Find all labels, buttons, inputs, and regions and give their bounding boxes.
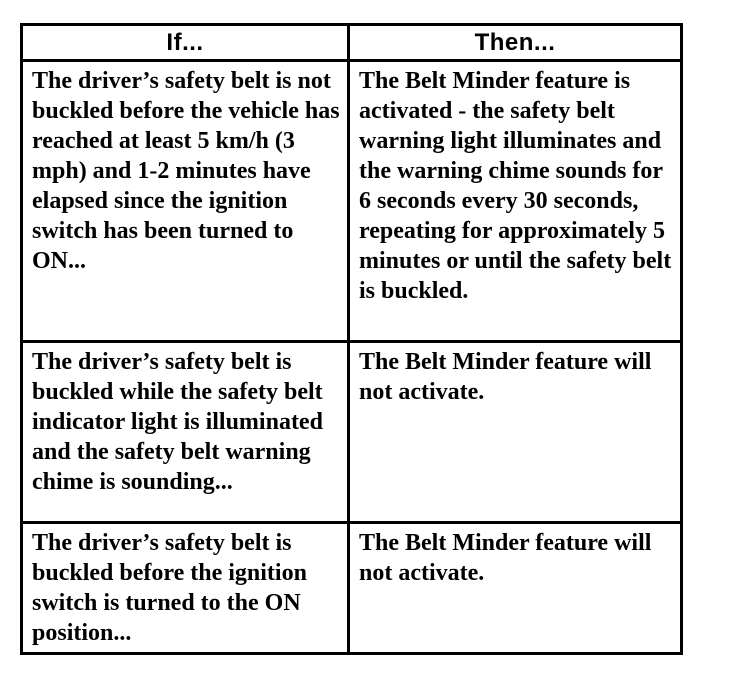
condition-text: The driver’s safety belt is buckled while the safety belt indicator light is illuminated and the safety belt warning chime is sounding...	[32, 349, 323, 495]
result-cell	[349, 61, 682, 342]
condition-cell	[22, 61, 349, 342]
table-row	[22, 61, 682, 342]
header-if: If...	[22, 25, 349, 61]
belt-minder-table	[20, 23, 683, 655]
condition-text: The driver’s safety belt is not buckled before the vehicle has reached at least 5 km/h (3 mph) and 1-2 minutes have elapsed since the ignition switch has been turned to ON...	[32, 68, 340, 274]
condition-text: The driver’s safety belt is buckled before the ignition switch is turned to the ON position...	[32, 530, 307, 646]
result-text: The Belt Minder feature is activated - the safety belt warning light illuminates and the warning chime sounds for 6 seconds every 30 seconds, repeating for approximately 5 minutes or until the safety belt is buckled.	[359, 68, 672, 304]
table-row	[22, 523, 682, 654]
table-row	[22, 342, 682, 523]
table-header-row	[22, 25, 682, 61]
result-cell	[349, 523, 682, 654]
result-text: The Belt Minder feature will not activate.	[359, 530, 652, 586]
condition-cell	[22, 523, 349, 654]
header-then: Then...	[349, 25, 682, 61]
result-text: The Belt Minder feature will not activate.	[359, 349, 652, 405]
belt-minder-table-container	[20, 23, 680, 663]
result-cell	[349, 342, 682, 523]
condition-cell	[22, 342, 349, 523]
